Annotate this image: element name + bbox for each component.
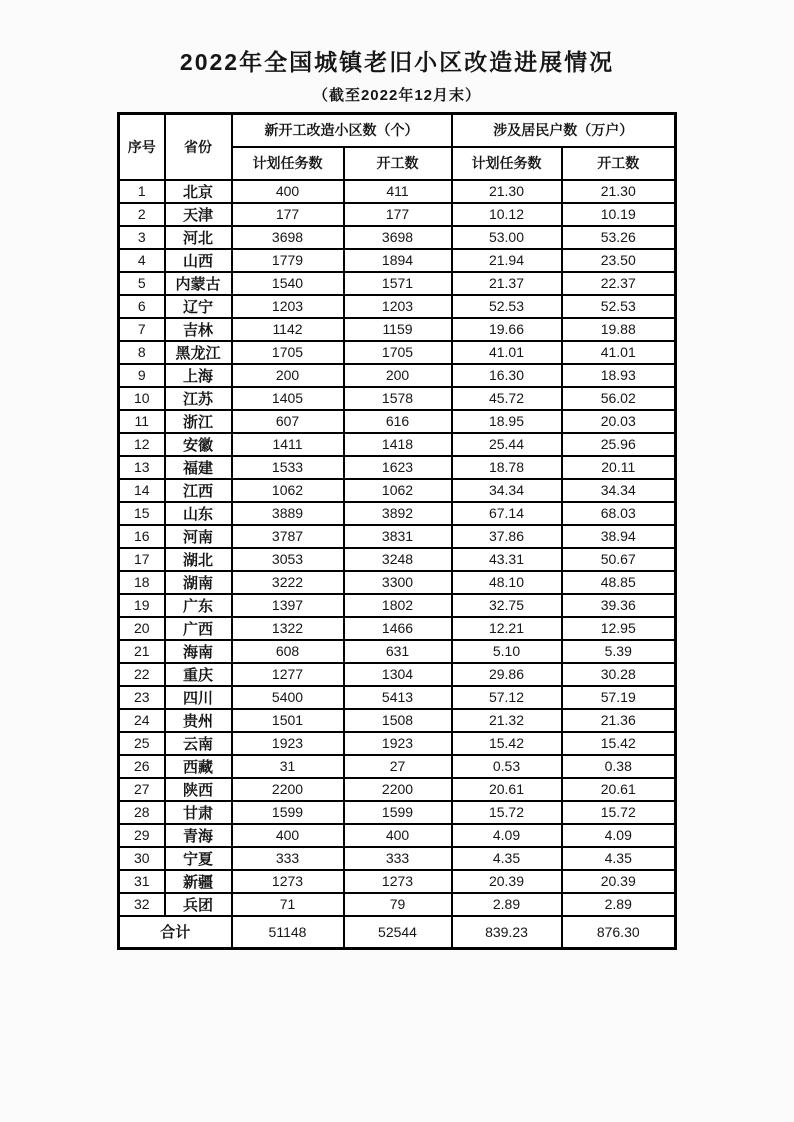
row-index: 14 [119,479,165,502]
plan-count: 1277 [232,663,344,686]
table-row [119,870,676,893]
table-row [119,341,676,364]
start-households: 21.30 [562,180,676,203]
table-row [119,824,676,847]
province-name: 北京 [165,180,232,203]
start-count: 3248 [344,548,452,571]
start-households: 4.09 [562,824,676,847]
row-index: 4 [119,249,165,272]
plan-households: 48.10 [452,571,562,594]
start-households: 18.93 [562,364,676,387]
plan-households: 45.72 [452,387,562,410]
plan-count: 200 [232,364,344,387]
table-row [119,548,676,571]
start-count: 1062 [344,479,452,502]
plan-households: 53.00 [452,226,562,249]
start-count: 400 [344,824,452,847]
total-label: 合计 [119,916,232,949]
total-plan-households: 839.23 [452,916,562,949]
row-index: 19 [119,594,165,617]
start-households: 4.35 [562,847,676,870]
header-plan-count: 计划任务数 [232,147,344,180]
row-index: 15 [119,502,165,525]
start-households: 21.36 [562,709,676,732]
total-plan-count: 51148 [232,916,344,949]
plan-households: 2.89 [452,893,562,916]
table-row [119,479,676,502]
start-households: 20.03 [562,410,676,433]
row-index: 2 [119,203,165,226]
province-name: 青海 [165,824,232,847]
start-count: 5413 [344,686,452,709]
province-name: 吉林 [165,318,232,341]
plan-households: 21.37 [452,272,562,295]
plan-households: 5.10 [452,640,562,663]
start-households: 15.72 [562,801,676,824]
start-count: 2200 [344,778,452,801]
start-households: 53.26 [562,226,676,249]
start-count: 3892 [344,502,452,525]
start-count: 333 [344,847,452,870]
plan-count: 607 [232,410,344,433]
plan-households: 0.53 [452,755,562,778]
province-name: 云南 [165,732,232,755]
start-households: 0.38 [562,755,676,778]
province-name: 陕西 [165,778,232,801]
plan-households: 18.95 [452,410,562,433]
start-households: 50.67 [562,548,676,571]
plan-count: 1705 [232,341,344,364]
renovation-progress-table [117,112,677,950]
plan-households: 37.86 [452,525,562,548]
row-index: 24 [119,709,165,732]
start-households: 15.42 [562,732,676,755]
start-count: 1623 [344,456,452,479]
plan-count: 1501 [232,709,344,732]
start-count: 3698 [344,226,452,249]
page-title: 2022年全国城镇老旧小区改造进展情况 [179,49,615,75]
row-index: 8 [119,341,165,364]
province-name: 上海 [165,364,232,387]
row-index: 17 [119,548,165,571]
province-name: 甘肃 [165,801,232,824]
table-row [119,387,676,410]
province-name: 宁夏 [165,847,232,870]
start-count: 1273 [344,870,452,893]
province-name: 湖南 [165,571,232,594]
table-row [119,249,676,272]
start-households: 2.89 [562,893,676,916]
province-name: 浙江 [165,410,232,433]
row-index: 29 [119,824,165,847]
page-subtitle: （截至2022年12月末） [312,87,482,104]
row-index: 31 [119,870,165,893]
plan-households: 41.01 [452,341,562,364]
header-start-count: 开工数 [344,147,452,180]
plan-households: 25.44 [452,433,562,456]
table-row [119,318,676,341]
table-row [119,778,676,801]
table-body [119,180,676,916]
start-count: 3300 [344,571,452,594]
header-province: 省份 [165,114,232,180]
total-start-count: 52544 [344,916,452,949]
plan-count: 3889 [232,502,344,525]
province-name: 江苏 [165,387,232,410]
start-count: 631 [344,640,452,663]
table-row [119,272,676,295]
table-row [119,364,676,387]
row-index: 20 [119,617,165,640]
header-plan-households: 计划任务数 [452,147,562,180]
row-index: 11 [119,410,165,433]
start-count: 1203 [344,295,452,318]
total-row [119,916,676,949]
start-households: 56.02 [562,387,676,410]
start-count: 1508 [344,709,452,732]
province-name: 贵州 [165,709,232,732]
province-name: 河北 [165,226,232,249]
start-households: 57.19 [562,686,676,709]
plan-households: 57.12 [452,686,562,709]
plan-count: 608 [232,640,344,663]
province-name: 广东 [165,594,232,617]
plan-count: 3053 [232,548,344,571]
start-households: 10.19 [562,203,676,226]
start-households: 41.01 [562,341,676,364]
start-count: 1571 [344,272,452,295]
table-row [119,180,676,203]
start-count: 1418 [344,433,452,456]
row-index: 10 [119,387,165,410]
header-group-households: 涉及居民户数（万户） [452,114,676,147]
start-count: 1894 [344,249,452,272]
row-index: 25 [119,732,165,755]
province-name: 天津 [165,203,232,226]
table-row [119,893,676,916]
row-index: 13 [119,456,165,479]
start-count: 1599 [344,801,452,824]
province-name: 安徽 [165,433,232,456]
start-count: 1304 [344,663,452,686]
row-index: 5 [119,272,165,295]
row-index: 28 [119,801,165,824]
table-header [119,114,676,180]
start-count: 1466 [344,617,452,640]
row-index: 6 [119,295,165,318]
plan-households: 15.72 [452,801,562,824]
row-index: 1 [119,180,165,203]
province-name: 湖北 [165,548,232,571]
plan-count: 1540 [232,272,344,295]
start-households: 34.34 [562,479,676,502]
plan-count: 1322 [232,617,344,640]
plan-households: 18.78 [452,456,562,479]
table-row [119,295,676,318]
plan-count: 1405 [232,387,344,410]
plan-households: 67.14 [452,502,562,525]
plan-count: 400 [232,180,344,203]
row-index: 7 [119,318,165,341]
province-name: 福建 [165,456,232,479]
table-row [119,433,676,456]
start-households: 39.36 [562,594,676,617]
total-start-households: 876.30 [562,916,676,949]
header-start-households: 开工数 [562,147,676,180]
plan-count: 400 [232,824,344,847]
table-row [119,456,676,479]
start-households: 52.53 [562,295,676,318]
plan-count: 1533 [232,456,344,479]
row-index: 18 [119,571,165,594]
start-households: 22.37 [562,272,676,295]
plan-households: 32.75 [452,594,562,617]
plan-count: 3787 [232,525,344,548]
table-row [119,571,676,594]
start-households: 25.96 [562,433,676,456]
table-row [119,640,676,663]
header-group-new-start-count: 新开工改造小区数（个） [232,114,452,147]
row-index: 23 [119,686,165,709]
start-households: 38.94 [562,525,676,548]
province-name: 重庆 [165,663,232,686]
plan-households: 16.30 [452,364,562,387]
start-count: 1159 [344,318,452,341]
table-row [119,525,676,548]
table-row [119,663,676,686]
start-households: 12.95 [562,617,676,640]
province-name: 山东 [165,502,232,525]
plan-households: 4.09 [452,824,562,847]
province-name: 新疆 [165,870,232,893]
row-index: 27 [119,778,165,801]
plan-count: 3698 [232,226,344,249]
row-index: 32 [119,893,165,916]
plan-households: 21.30 [452,180,562,203]
table-row [119,686,676,709]
table-row [119,755,676,778]
province-name: 兵团 [165,893,232,916]
plan-count: 1062 [232,479,344,502]
start-households: 5.39 [562,640,676,663]
plan-households: 20.61 [452,778,562,801]
province-name: 河南 [165,525,232,548]
plan-households: 15.42 [452,732,562,755]
start-count: 3831 [344,525,452,548]
plan-households: 34.34 [452,479,562,502]
start-count: 616 [344,410,452,433]
row-index: 30 [119,847,165,870]
plan-households: 21.94 [452,249,562,272]
plan-count: 1599 [232,801,344,824]
row-index: 12 [119,433,165,456]
row-index: 21 [119,640,165,663]
table-row [119,709,676,732]
table-row [119,801,676,824]
table-footer [119,916,676,949]
plan-count: 5400 [232,686,344,709]
row-index: 3 [119,226,165,249]
table-row [119,617,676,640]
plan-count: 2200 [232,778,344,801]
plan-count: 31 [232,755,344,778]
table-row [119,203,676,226]
table-row [119,226,676,249]
plan-households: 29.86 [452,663,562,686]
table-row [119,410,676,433]
province-name: 江西 [165,479,232,502]
start-households: 20.11 [562,456,676,479]
province-name: 广西 [165,617,232,640]
plan-count: 3222 [232,571,344,594]
start-count: 27 [344,755,452,778]
row-index: 26 [119,755,165,778]
plan-count: 177 [232,203,344,226]
plan-count: 333 [232,847,344,870]
start-count: 411 [344,180,452,203]
plan-households: 12.21 [452,617,562,640]
province-name: 辽宁 [165,295,232,318]
plan-count: 1273 [232,870,344,893]
start-households: 48.85 [562,571,676,594]
start-households: 23.50 [562,249,676,272]
province-name: 西藏 [165,755,232,778]
province-name: 海南 [165,640,232,663]
plan-households: 21.32 [452,709,562,732]
table-row [119,847,676,870]
province-name: 四川 [165,686,232,709]
start-households: 20.61 [562,778,676,801]
plan-households: 20.39 [452,870,562,893]
plan-count: 1142 [232,318,344,341]
header-index: 序号 [119,114,165,180]
row-index: 22 [119,663,165,686]
start-count: 1923 [344,732,452,755]
table-row [119,594,676,617]
row-index: 16 [119,525,165,548]
start-households: 68.03 [562,502,676,525]
plan-count: 1203 [232,295,344,318]
plan-households: 43.31 [452,548,562,571]
plan-count: 1411 [232,433,344,456]
province-name: 黑龙江 [165,341,232,364]
start-count: 1705 [344,341,452,364]
province-name: 内蒙古 [165,272,232,295]
plan-count: 1397 [232,594,344,617]
table-row [119,732,676,755]
plan-households: 10.12 [452,203,562,226]
start-count: 1802 [344,594,452,617]
start-households: 30.28 [562,663,676,686]
start-households: 19.88 [562,318,676,341]
start-count: 177 [344,203,452,226]
start-count: 200 [344,364,452,387]
plan-households: 4.35 [452,847,562,870]
start-count: 79 [344,893,452,916]
plan-households: 52.53 [452,295,562,318]
plan-count: 1923 [232,732,344,755]
start-count: 1578 [344,387,452,410]
table-row [119,502,676,525]
province-name: 山西 [165,249,232,272]
plan-count: 71 [232,893,344,916]
plan-households: 19.66 [452,318,562,341]
plan-count: 1779 [232,249,344,272]
row-index: 9 [119,364,165,387]
start-households: 20.39 [562,870,676,893]
